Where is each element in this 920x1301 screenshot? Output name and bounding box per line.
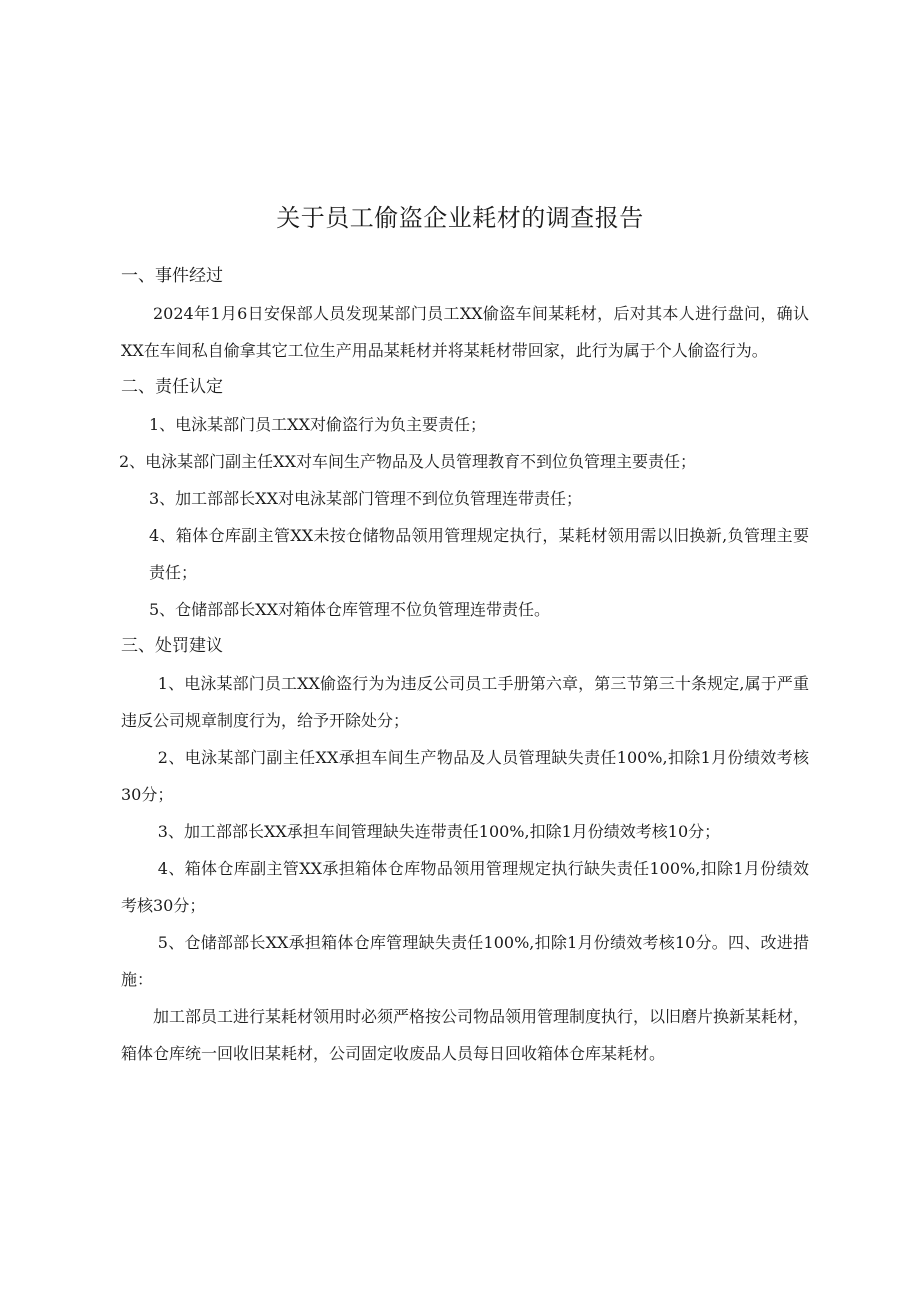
document-body	[121, 258, 809, 1072]
responsibility-item: 1、电泳某部门员工XX对偷盗行为负主要责任；	[149, 415, 486, 434]
responsibility-item: 4、箱体仓库副主管XX未按仓储物品领用管理规定执行，某耗材领用需以旧换新,负管理主要责任；	[149, 526, 809, 582]
penalty-item: 2、电泳某部门副主任XX承担车间生产物品及人员管理缺失责任100%,扣除1月份绩效考核30分；	[121, 748, 809, 804]
improvement-paragraph: 加工部员工进行某耗材领用时必须严格按公司物品领用管理制度执行，以旧磨片换新某耗材，箱体仓库统一回收旧某耗材，公司固定收废品人员每日回收箱体仓库某耗材。	[121, 1007, 810, 1063]
section-heading-responsibility: 二、责任认定	[121, 377, 223, 397]
responsibility-item: 3、加工部部长XX对电泳某部门管理不到位负管理连带责任；	[149, 489, 582, 508]
penalty-item: 3、加工部部长XX承担车间管理缺失连带责任100%,扣除1月份绩效考核10分；	[157, 822, 721, 841]
document-title: 关于员工偷盗企业耗材的调查报告	[276, 204, 644, 232]
section-heading-penalty: 三、处罚建议	[121, 636, 223, 656]
section-heading-incident: 一、事件经过	[121, 266, 223, 286]
penalty-item: 4、箱体仓库副主管XX承担箱体仓库物品领用管理规定执行缺失责任100%,扣除1月份绩效考核30分；	[121, 859, 809, 915]
penalty-item: 5、仓储部部长XX承担箱体仓库管理缺失责任100%,扣除1月份绩效考核10分。四、改进措施：	[121, 933, 809, 989]
responsibility-item: 5、仓储部部长XX对箱体仓库管理不位负管理连带责任。	[149, 600, 550, 619]
incident-paragraph: 2024年1月6日安保部人员发现某部门员工XX偷盗车间某耗材，后对其本人进行盘问，确认XX在车间私自偷拿其它工位生产用品某耗材并将某耗材带回家，此行为属于个人偷盗行为。	[121, 304, 809, 360]
responsibility-item: 2、电泳某部门副主任XX对车间生产物品及人员管理教育不到位负管理主要责任；	[119, 452, 696, 471]
penalty-item: 1、电泳某部门员工XX偷盗行为为违反公司员工手册第六章，第三节第三十条规定,属于严重违反公司规章制度行为，给予开除处分；	[121, 674, 809, 730]
